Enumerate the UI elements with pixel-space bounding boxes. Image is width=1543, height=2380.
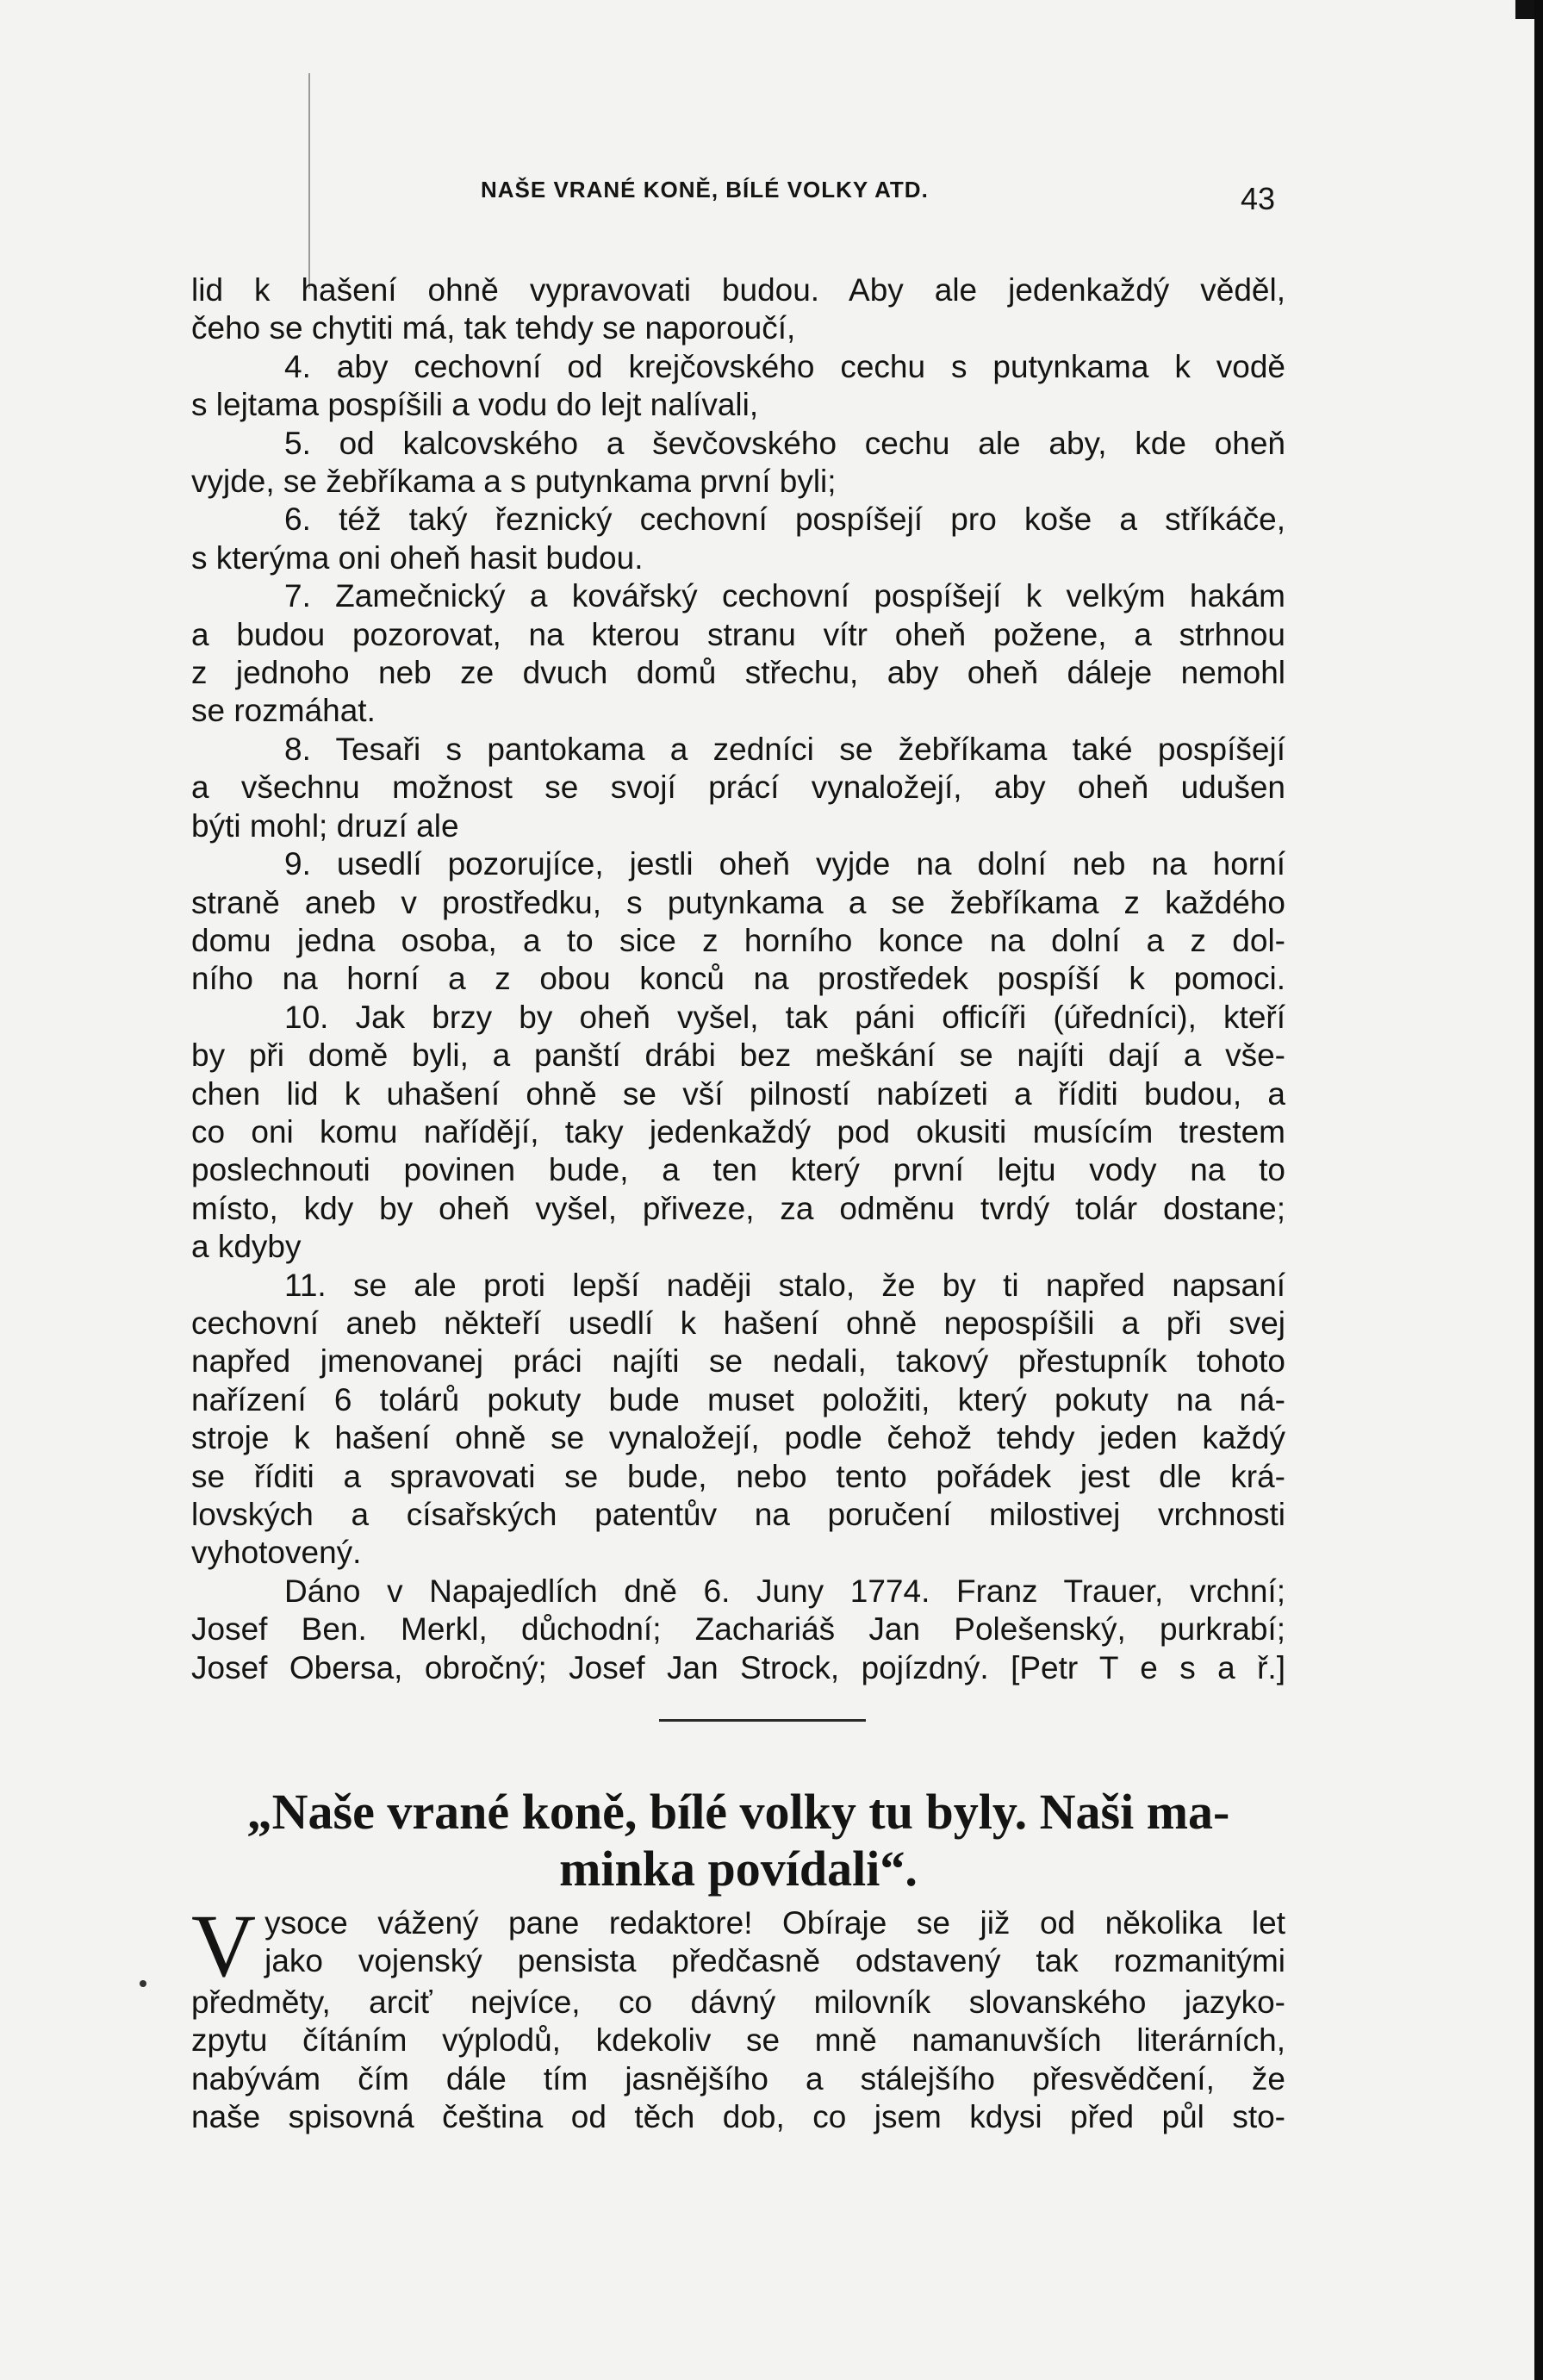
title-line: minka povídali“. (559, 1841, 918, 1897)
text-line: ního na horní a z obou konců na prostředek pospíší k pomoci. (191, 961, 1285, 997)
text-line: zpytu čítáním výplodů, kdekoliv se mně namanuvších literárních, (191, 2022, 1285, 2059)
text-line: předměty, arciť nejvíce, co dávný milovník slovanského jazyko- (191, 1984, 1285, 2020)
section-divider (659, 1719, 866, 1722)
text-line: a kdyby (191, 1229, 302, 1265)
body-text (191, 271, 1285, 1687)
article-body (191, 1897, 1285, 2137)
text-line: a všechnu možnost se svojí prácí vynaložejí, aby oheň udušen (191, 769, 1285, 806)
text-line: 6. též taký řeznický cechovní pospíšejí pro koše a stříkáče, (284, 502, 1285, 538)
text-line: a budou pozorovat, na kterou stranu vítr oheň požene, a strhnou (191, 616, 1285, 652)
text-line: Dáno v Napajedlích dně 6. Juny 1774. Franz Trauer, vrchní; (284, 1573, 1285, 1609)
text-line: 4. aby cechovní od krejčovského cechu s putynkama k vodě (284, 348, 1285, 384)
scan-edge (1534, 0, 1543, 2380)
text-line: ysoce vážený pane redaktore! Obíraje se již od několika let (264, 1905, 1285, 1941)
text-line: 10. Jak brzy by oheň vyšel, tak páni officíři (úředníci), kteří (284, 999, 1285, 1035)
text-line: 8. Tesaři s pantokama a zedníci se žebříkama také pospíšejí (284, 731, 1285, 767)
text-line: naše spisovná čeština od těch dob, co jsem kdysi před půl sto- (191, 2099, 1285, 2135)
text-line: jako vojenský pensista předčasně odstavený tak rozmanitými (264, 1943, 1285, 1979)
text-line: napřed jmenovanej práci najíti se nedali, takový přestupník tohoto (191, 1343, 1285, 1380)
title-line: „Naše vrané koně, bílé volky tu byly. Naši ma- (246, 1784, 1230, 1840)
text-line: vyjde, se žebříkama a s putynkama první byli; (191, 464, 837, 500)
text-line: místo, kdy by oheň vyšel, přiveze, za odměnu tvrdý tolár dostane; (191, 1190, 1285, 1226)
text-line: býti mohl; druzí ale (191, 807, 459, 844)
text-line: by při domě byli, a panští drábi bez meškání se najíti dají a vše- (191, 1037, 1285, 1074)
text-line: z jednoho neb ze dvuch domů střechu, aby oheň dáleje nemohl (191, 655, 1285, 691)
text-line: domu jedna osoba, a to sice z horního konce na dolní a z dol- (191, 922, 1285, 958)
text-line: straně aneb v prostředku, s putynkama a se žebříkama z každého (191, 884, 1285, 920)
article-title (191, 1784, 1285, 1897)
text-line: co oni komu nařídějí, taky jedenkaždý pod okusiti musícím trestem (191, 1113, 1285, 1150)
text-line: Josef Obersa, obročný; Josef Jan Strock, pojízdný. [Petr T e s a ř.] (191, 1649, 1285, 1685)
text-line: se říditi a spravovati se bude, nebo tento pořádek jest dle krá- (191, 1458, 1285, 1494)
text-line: nařízení 6 tolárů pokuty bude muset položiti, který pokuty na ná- (191, 1381, 1285, 1417)
margin-mark (308, 73, 310, 289)
text-line: 9. usedlí pozorujíce, jestli oheň vyjde na dolní neb na horní (284, 846, 1285, 882)
text-line: nabývám čím dále tím jasnějšího a stálejšího přesvědčení, že (191, 2060, 1285, 2097)
text-line: s lejtama pospíšili a vodu do lejt nalívali, (191, 387, 759, 423)
text-line: stroje k hašení ohně se vynaložejí, podle čehož tehdy jeden každý (191, 1420, 1285, 1456)
text-line: 11. se ale proti lepší naději stalo, že by ti napřed napsaní (284, 1267, 1285, 1303)
text-line: lid k hašení ohně vypravovati budou. Aby ale jedenkaždý věděl, (191, 272, 1285, 308)
text-line: čeho se chytiti má, tak tehdy se naporoučí, (191, 310, 796, 346)
page-number: 43 (1241, 181, 1276, 216)
text-line: se rozmáhat. (191, 693, 376, 729)
scan-speck (140, 1980, 146, 1987)
text-line: lovských a císařských patentův na poručení milostivej vrchnosti (191, 1497, 1285, 1532)
drop-cap: V (191, 1897, 257, 1996)
running-header: NAŠE VRANÉ KONĚ, BÍLÉ VOLKY ATD. (481, 177, 929, 202)
text-line: poslechnouti povinen bude, a ten který první lejtu vody na to (191, 1152, 1285, 1188)
text-line: Josef Ben. Merkl, důchodní; Zachariáš Jan Polešenský, purkrabí; (191, 1611, 1285, 1648)
text-line: cechovní aneb někteří usedlí k hašení ohně nepospíšili a při svej (191, 1305, 1285, 1341)
text-line: chen lid k uhašení ohně se vší pilností nabízeti a říditi budou, a (191, 1075, 1285, 1112)
text-line: 7. Zamečnický a kovářský cechovní pospíšejí k velkým hakám (284, 578, 1285, 614)
text-line: vyhotovený. (191, 1535, 362, 1571)
scan-corner (1515, 0, 1534, 19)
text-line: s kterýma oni oheň hasit budou. (191, 539, 644, 576)
text-line: 5. od kalcovského a ševčovského cechu ale aby, kde oheň (284, 425, 1285, 461)
